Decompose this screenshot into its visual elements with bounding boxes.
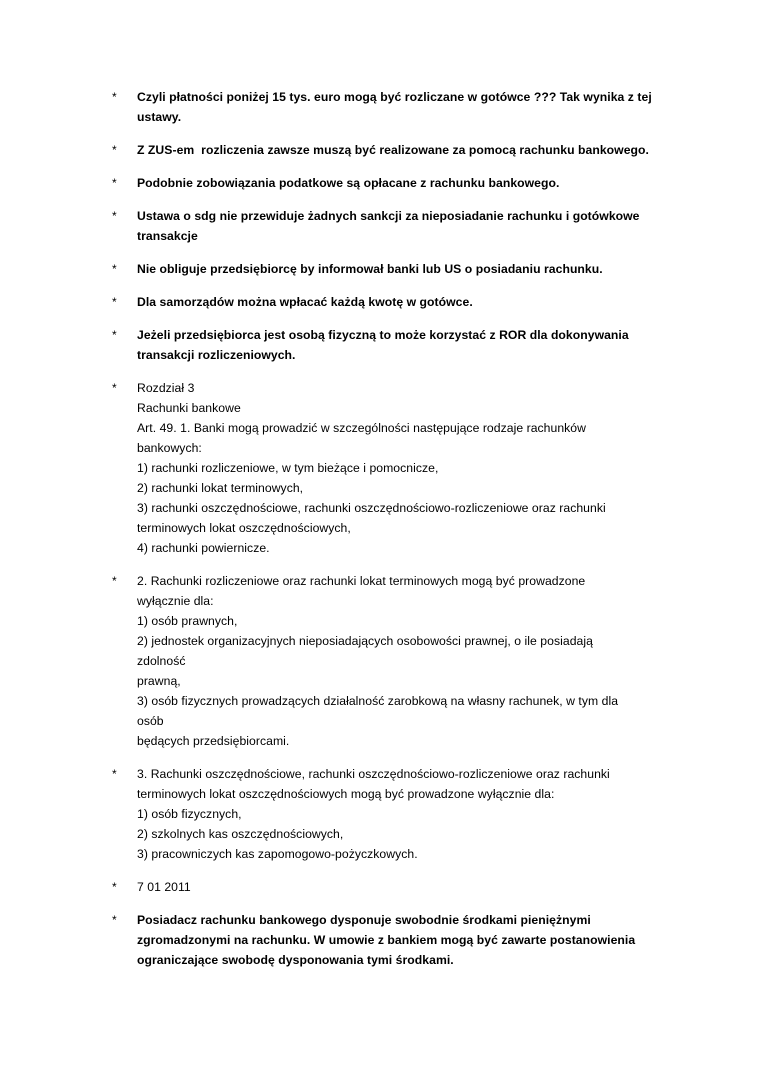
paragraph-text: [137, 140, 672, 160]
text-line: 4) rachunki powiernicze.: [137, 541, 270, 555]
paragraph-text: [137, 259, 672, 279]
text-line: Ustawa o sdg nie przewiduje żadnych sankcji za nieposiadanie rachunku i gotówkowe: [137, 209, 640, 223]
text-line: Rachunki bankowe: [137, 401, 241, 415]
bullet-marker: *: [112, 90, 117, 104]
text-line: ograniczające swobodę dysponowania tymi środkami.: [137, 953, 454, 967]
bullet-marker: *: [112, 574, 117, 588]
text-line: Dla samorządów można wpłacać każdą kwotę w gotówce.: [137, 295, 473, 309]
text-line: 1) osób fizycznych,: [137, 807, 242, 821]
text-line: 1) osób prawnych,: [137, 614, 238, 628]
text-line: 3) rachunki oszczędnościowe, rachunki oszczędnościowo-rozliczeniowe oraz rachunki: [137, 501, 606, 515]
text-line: zdolność: [137, 654, 186, 668]
text-line: 2) jednostek organizacyjnych nieposiadających osobowości prawnej, o ile posiadają: [137, 634, 593, 648]
text-line: Podobnie zobowiązania podatkowe są opłacane z rachunku bankowego.: [137, 176, 560, 190]
bullet-marker: *: [112, 381, 117, 395]
list-item: [112, 292, 672, 312]
text-line: bankowych:: [137, 441, 202, 455]
bullet-marker: *: [112, 767, 117, 781]
list-item: [112, 325, 672, 365]
text-line: ustawy.: [137, 110, 182, 124]
text-line: Posiadacz rachunku bankowego dysponuje swobodnie środkami pieniężnymi: [137, 913, 591, 927]
text-line: 2) rachunki lokat terminowych,: [137, 481, 304, 495]
paragraph-text: [137, 910, 672, 970]
bullet-marker: *: [112, 262, 117, 276]
text-line: 3) osób fizycznych prowadzących działalność zarobkową na własny rachunek, w tym dla: [137, 694, 619, 708]
text-line: 2) szkolnych kas oszczędnościowych,: [137, 827, 344, 841]
paragraph-text: [137, 877, 672, 897]
list-item: [112, 877, 672, 897]
paragraph-text: [137, 292, 672, 312]
paragraph-text: [137, 571, 672, 751]
text-line: 2. Rachunki rozliczeniowe oraz rachunki lokat terminowych mogą być prowadzone: [137, 574, 586, 588]
text-line: 1) rachunki rozliczeniowe, w tym bieżące i pomocnicze,: [137, 461, 439, 475]
list-item: [112, 206, 672, 246]
bullet-marker: *: [112, 143, 117, 157]
text-line: wyłącznie dla:: [137, 594, 214, 608]
bullet-marker: *: [112, 176, 117, 190]
text-line: osób: [137, 714, 164, 728]
paragraph-text: [137, 378, 672, 558]
text-line: terminowych lokat oszczędnościowych mogą być prowadzone wyłącznie dla:: [137, 787, 555, 801]
list-item: [112, 173, 672, 193]
text-line: Czyli płatności poniżej 15 tys. euro mogą być rozliczane w gotówce ??? Tak wynika z tej: [137, 90, 652, 104]
text-line: będących przedsiębiorcami.: [137, 734, 290, 748]
text-line: Z ZUS-em rozliczenia zawsze muszą być realizowane za pomocą rachunku bankowego.: [137, 143, 649, 157]
text-line: prawną,: [137, 674, 181, 688]
list-item: [112, 378, 672, 558]
bullet-marker: *: [112, 880, 117, 894]
text-line: Nie obliguje przedsiębiorcę by informował banki lub US o posiadaniu rachunku.: [137, 262, 603, 276]
text-line: 3) pracowniczych kas zapomogowo-pożyczkowych.: [137, 847, 418, 861]
list-item: [112, 259, 672, 279]
list-item: [112, 140, 672, 160]
text-line: Art. 49. 1. Banki mogą prowadzić w szczególności następujące rodzaje rachunków: [137, 421, 586, 435]
list-item: [112, 910, 672, 970]
text-line: transakcje: [137, 229, 198, 243]
paragraph-text: [137, 764, 672, 864]
bullet-marker: *: [112, 295, 117, 309]
list-item: [112, 87, 672, 127]
bullet-list: [112, 87, 672, 983]
bullet-marker: *: [112, 913, 117, 927]
paragraph-text: [137, 206, 672, 246]
bullet-marker: *: [112, 209, 117, 223]
text-line: terminowych lokat oszczędnościowych,: [137, 521, 351, 535]
list-item: [112, 764, 672, 864]
bullet-marker: *: [112, 328, 117, 342]
text-line: Rozdział 3: [137, 381, 195, 395]
paragraph-text: [137, 173, 672, 193]
text-line: zgromadzonymi na rachunku. W umowie z bankiem mogą być zawarte postanowienia: [137, 933, 636, 947]
paragraph-text: [137, 87, 672, 127]
text-line: Jeżeli przedsiębiorca jest osobą fizyczną to może korzystać z ROR dla dokonywania: [137, 328, 629, 342]
text-line: 7 01 2011: [137, 880, 191, 894]
text-line: 3. Rachunki oszczędnościowe, rachunki oszczędnościowo-rozliczeniowe oraz rachunki: [137, 767, 610, 781]
list-item: [112, 571, 672, 751]
paragraph-text: [137, 325, 672, 365]
text-line: transakcji rozliczeniowych.: [137, 348, 296, 362]
